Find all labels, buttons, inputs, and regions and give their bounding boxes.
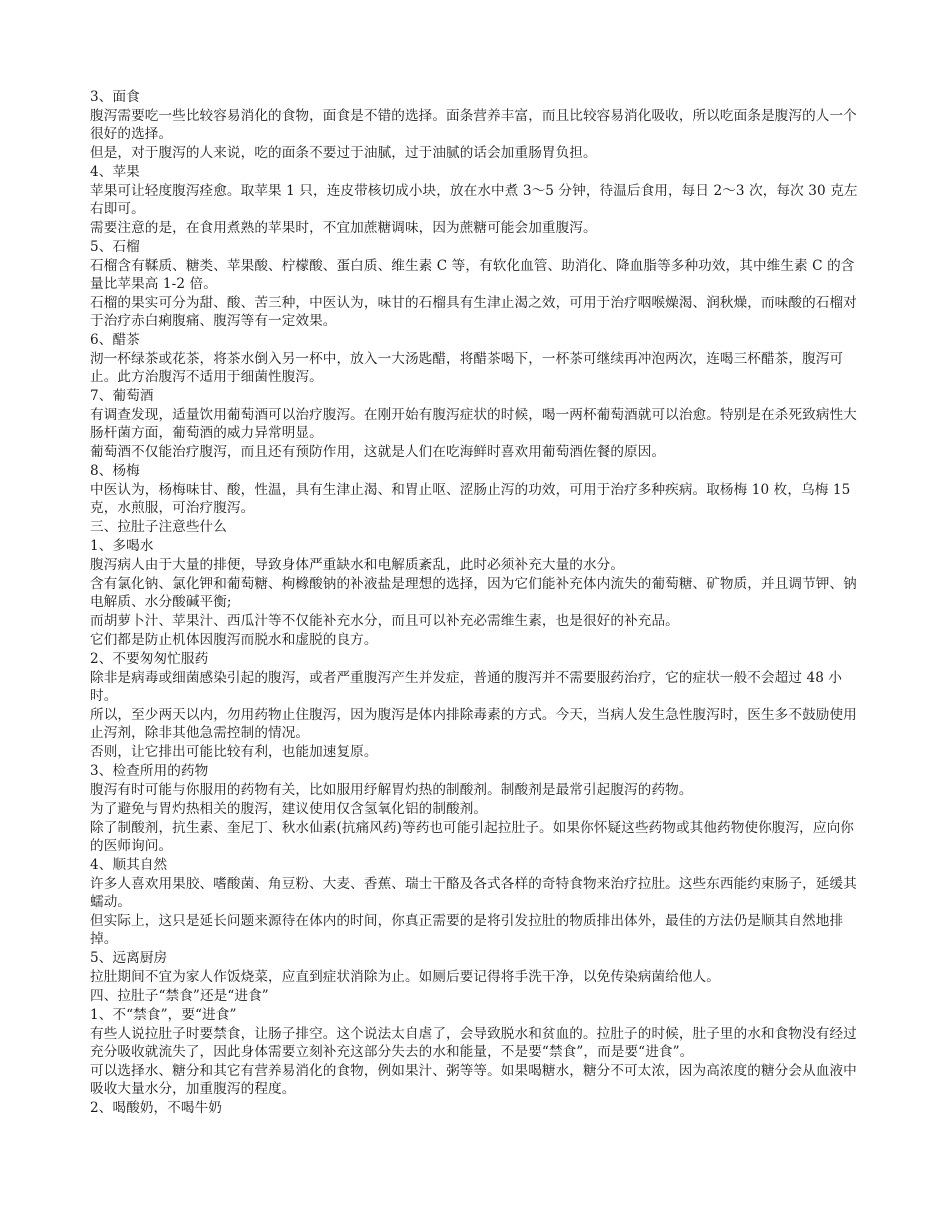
- section-heading-noodles: 3、面食: [90, 89, 140, 105]
- paragraph: 但是，对于腹泻的人来说，吃的面条不要过于油腻，过于油腻的话会加重肠胃负担。: [90, 145, 597, 161]
- paragraph: 石榴的果实可分为甜、酸、苦三种，中医认为，味甘的石榴具有生津止渴之效，可用于治疗咽喉燥渴、润秋燥，而味酸的石榴对于治疗赤白痢腹痛、腹泻等有一定效果。: [90, 295, 857, 329]
- paragraph: 除非是病毒或细菌感染引起的腹泻，或者严重腹泻产生并发症，普通的腹泻并不需要服药治疗，它的症状一般不会超过 48 小时。: [90, 670, 843, 704]
- paragraph: 腹泻有时可能与你服用的药物有关，比如服用纾解胃灼热的制酸剂。制酸剂是最常引起腹泻的药物。: [90, 782, 693, 798]
- section-heading-drink-water: 1、多喝水: [90, 538, 154, 554]
- paragraph: 可以选择水、糖分和其它有营养易消化的食物，例如果汁、粥等等。如果喝糖水，糖分不可太浓，因为高浓度的糖分会从血液中吸收大量水分，加重腹泻的程度。: [90, 1063, 857, 1097]
- chapter-heading-fast-or-eat: 四、拉肚子“禁食”还是“进食”: [90, 988, 269, 1004]
- paragraph: 许多人喜欢用果胶、嗜酸菌、角豆粉、大麦、香蕉、瑞士干酪及各式各样的奇特食物来治疗拉肚。这些东西能约束肠子，延缓其蠕动。: [90, 876, 857, 910]
- chapter-heading-precautions: 三、拉肚子注意些什么: [90, 519, 227, 535]
- paragraph: 为了避免与胃灼热相关的腹泻，建议使用仅含氢氧化铝的制酸剂。: [90, 801, 488, 817]
- paragraph: 否则，让它排出可能比较有利，也能加速复原。: [90, 744, 378, 760]
- paragraph: 葡萄酒不仅能治疗腹泻，而且还有预防作用，这就是人们在吃海鲜时喜欢用葡萄酒佐餐的原因。: [90, 444, 666, 460]
- document-body: [90, 88, 858, 1117]
- paragraph: 需要注意的是，在食用煮熟的苹果时，不宜加蔗糖调味，因为蔗糖可能会加重腹泻。: [90, 220, 597, 236]
- paragraph: 腹泻病人由于大量的排便，导致身体严重缺水和电解质紊乱，此时必须补充大量的水分。: [90, 557, 625, 573]
- paragraph: 有些人说拉肚子时要禁食，让肠子排空。这个说法太自虐了，会导致脱水和贫血的。拉肚子的时候，肚子里的水和食物没有经过充分吸收就流失了，因此身体需要立刻补充这部分失去的水和能量，不是要“禁食”，而是要“进食”。: [90, 1026, 857, 1060]
- section-heading-bayberry: 8、杨梅: [90, 463, 140, 479]
- paragraph: 它们都是防止机体因腹泻而脱水和虚脱的良方。: [90, 632, 378, 648]
- section-heading-check-medication: 3、检查所用的药物: [90, 763, 209, 779]
- section-heading-pomegranate: 5、石榴: [90, 239, 140, 255]
- paragraph: 腹泻需要吃一些比较容易消化的食物，面食是不错的选择。面条营养丰富，而且比较容易消化吸收，所以吃面条是腹泻的人一个很好的选择。: [90, 108, 857, 142]
- paragraph: 除了制酸剂，抗生素、奎尼丁、秋水仙素(抗痛风药)等药也可能引起拉肚子。如果你怀疑这些药物或其他药物使你腹泻，应向你的医师询问。: [90, 820, 854, 854]
- paragraph: 石榴含有鞣质、糖类、苹果酸、柠檬酸、蛋白质、维生素 C 等，有软化血管、助消化、降血脂等多种功效，其中维生素 C 的含量比苹果高 1-2 倍。: [90, 258, 855, 292]
- paragraph: 有调查发现，适量饮用葡萄酒可以治疗腹泻。在刚开始有腹泻症状的时候，喝一两杯葡萄酒就可以治愈。特别是在杀死致病性大肠杆菌方面，葡萄酒的威力异常明显。: [90, 407, 857, 441]
- paragraph: 拉肚期间不宜为家人作饭烧菜，应直到症状消除为止。如厕后要记得将手洗干净，以免传染病菌给他人。: [90, 969, 720, 985]
- section-heading-no-rush-medicine: 2、不要匆匆忙服药: [90, 651, 209, 667]
- paragraph: 沏一杯绿茶或花茶，将茶水倒入另一杯中，放入一大汤匙醋，将醋茶喝下，一杯茶可继续再冲泡两次，连喝三杯醋茶，腹泻可止。此方治腹泻不适用于细菌性腹泻。: [90, 351, 844, 385]
- section-heading-yogurt-not-milk: 2、喝酸奶，不喝牛奶: [90, 1100, 222, 1116]
- section-heading-apple: 4、苹果: [90, 164, 140, 180]
- paragraph: 含有氯化钠、氯化钾和葡萄糖、枸橼酸钠的补液盐是理想的选择，因为它们能补充体内流失的葡萄糖、矿物质，并且调节钾、钠电解质、水分酸碱平衡;: [90, 576, 857, 610]
- section-heading-wine: 7、葡萄酒: [90, 388, 154, 404]
- paragraph: 苹果可让轻度腹泻痊愈。取苹果 1 只，连皮带核切成小块，放在水中煮 3～5 分钟，待温后食用，每日 2～3 次，每次 30 克左右即可。: [90, 183, 858, 217]
- paragraph: 但实际上，这只是延长问题来源待在体内的时间，你真正需要的是将引发拉肚的物质排出体外，最佳的方法仍是顺其自然地排掉。: [90, 913, 844, 947]
- section-heading-eat-not-fast: 1、不“禁食”，要“进食”: [90, 1007, 237, 1023]
- paragraph: 而胡萝卜汁、苹果汁、西瓜汁等不仅能补充水分，而且可以补充必需维生素，也是很好的补充品。: [90, 613, 679, 629]
- paragraph: 中医认为，杨梅味甘、酸，性温，具有生津止渴、和胃止呕、涩肠止泻的功效，可用于治疗多种疾病。取杨梅 10 枚，乌梅 15 克，水煎服，可治疗腹泻。: [90, 482, 851, 516]
- section-heading-stay-from-kitchen: 5、远离厨房: [90, 950, 168, 966]
- paragraph: 所以，至少两天以内，勿用药物止住腹泻，因为腹泻是体内排除毒素的方式。今天，当病人发生急性腹泻时，医生多不鼓励使用止泻剂，除非其他急需控制的情况。: [90, 707, 857, 741]
- section-heading-vinegar-tea: 6、醋茶: [90, 332, 140, 348]
- section-heading-let-nature: 4、顺其自然: [90, 857, 168, 873]
